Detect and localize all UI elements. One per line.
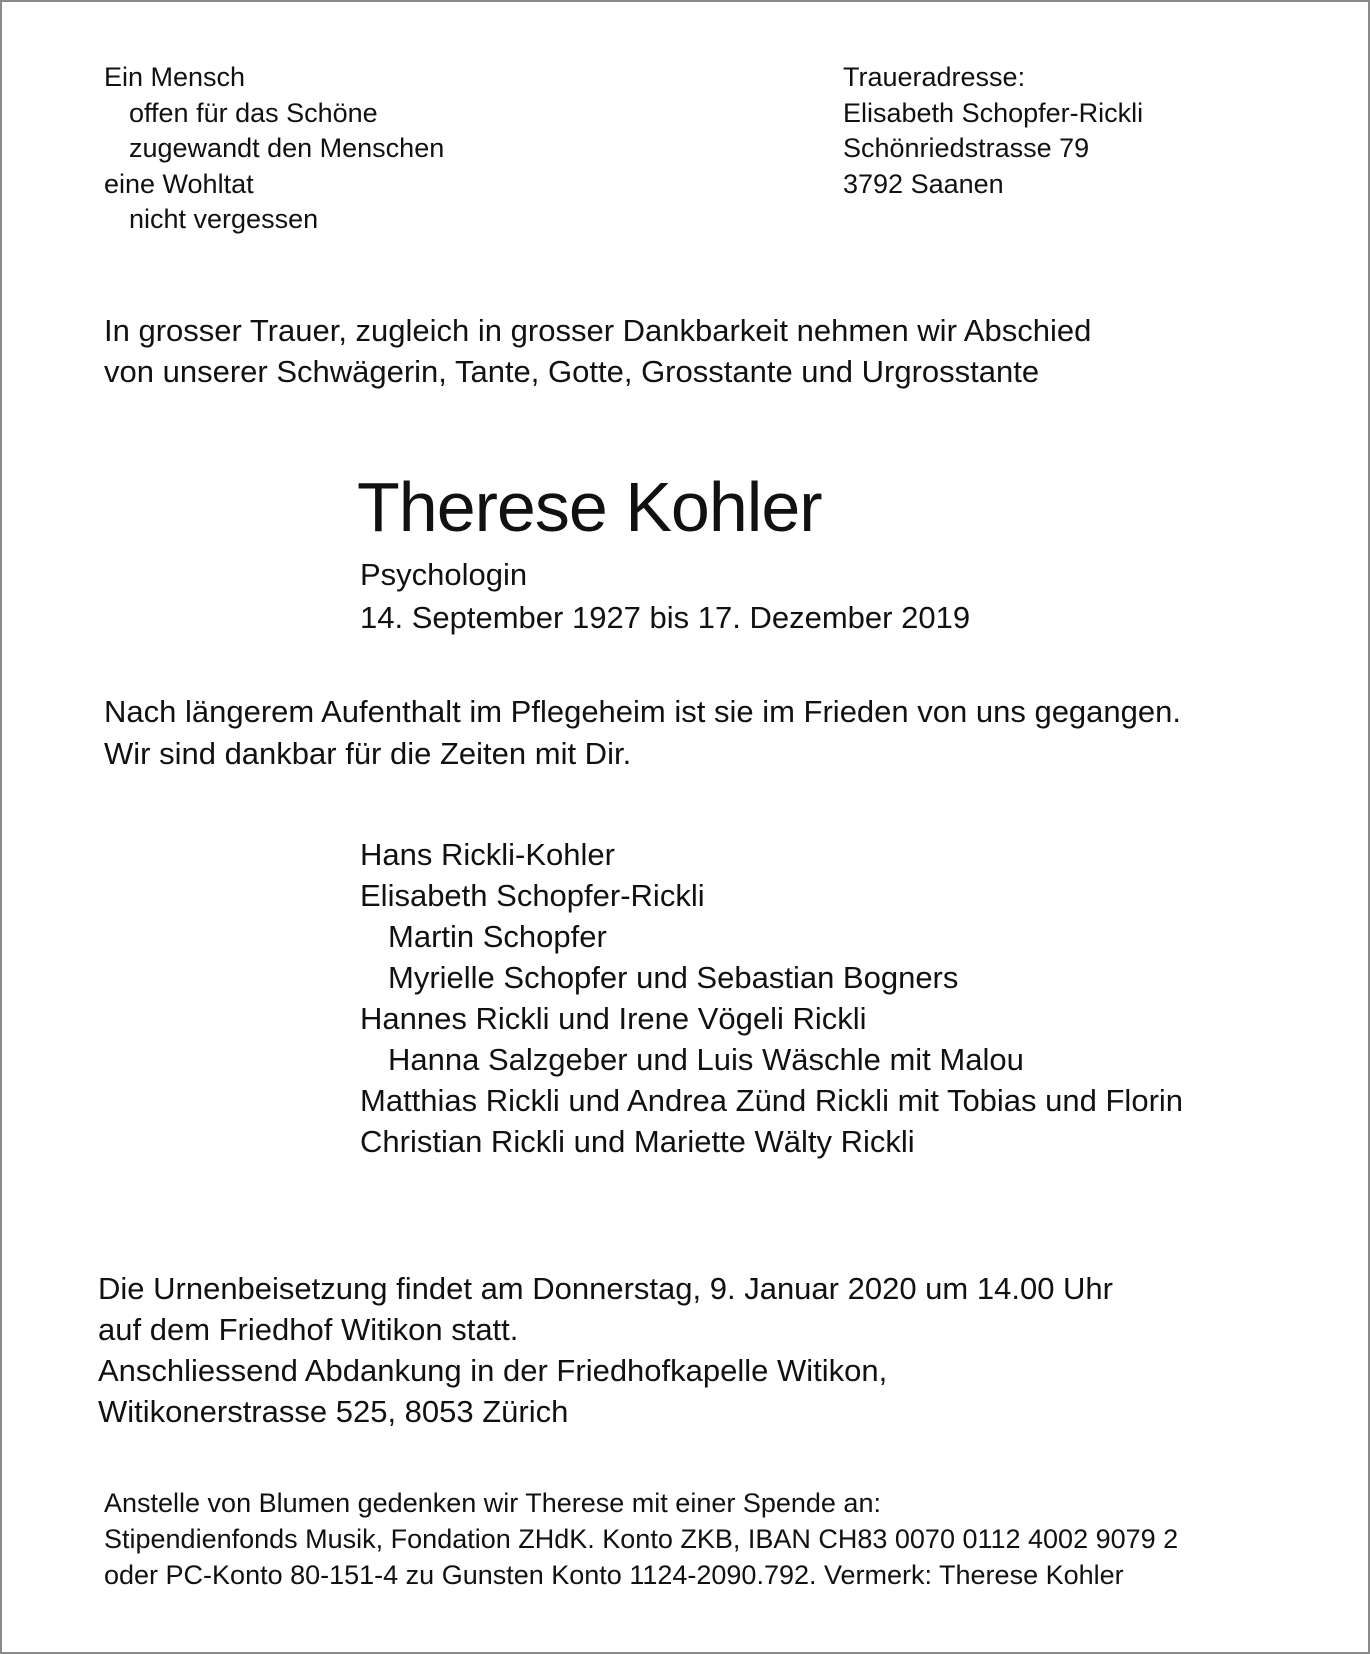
family-member: Martin Schopfer [388,919,607,954]
family-member: Matthias Rickli und Andrea Zünd Rickli mit Tobias und Florin [360,1083,1184,1118]
intro-text [104,310,1091,392]
family-member: Hans Rickli-Kohler [360,837,615,872]
mourning-address [843,60,1143,202]
family-member: Hanna Salzgeber und Luis Wäschle mit Malou [388,1042,1024,1077]
poem-line: Ein Mensch [104,62,246,92]
profession: Psychologin [360,557,528,592]
poem-line: offen für das Schöne [129,97,378,128]
donation-line: oder PC-Konto 80-151-4 zu Gunsten Konto 1124-2090.792. Vermerk: Therese Kohler [104,1560,1124,1590]
donation-info [104,1485,1178,1593]
address-line: Schönriedstrasse 79 [843,133,1090,163]
poem-line: nicht vergessen [129,204,319,234]
donation-line: Stipendienfonds Musik, Fondation ZHdK. Konto ZKB, IBAN CH83 0070 0112 4002 9079 2 [104,1524,1179,1554]
life-dates: 14. September 1927 bis 17. Dezember 2019 [360,600,971,635]
address-line: Elisabeth Schopfer-Rickli [843,97,1144,128]
address-line: 3792 Saanen [843,168,1004,199]
message-line: Wir sind dankbar für die Zeiten mit Dir. [104,736,632,771]
ceremony-line: auf dem Friedhof Witikon statt. [98,1312,519,1347]
poem-line: eine Wohltat [104,168,254,199]
family-member: Myrielle Schopfer und Sebastian Bogners [388,960,959,995]
poem [104,60,444,238]
family-member: Christian Rickli und Mariette Wälty Rickli [360,1124,915,1159]
ceremony-line: Die Urnenbeisetzung findet am Donnerstag, 9. Januar 2020 um 14.00 Uhr [98,1271,1113,1306]
donation-line: Anstelle von Blumen gedenken wir Therese mit einer Spende an: [104,1488,881,1518]
family-list [360,834,1183,1162]
intro-line: von unserer Schwägerin, Tante, Gotte, Grosstante und Urgrosstante [104,354,1040,389]
family-member: Elisabeth Schopfer-Rickli [360,878,705,913]
family-member: Hannes Rickli und Irene Vögeli Rickli [360,1001,867,1036]
deceased-details [360,553,970,639]
ceremony-info [98,1268,1113,1432]
address-line: Traueradresse: [843,62,1026,92]
ceremony-line: Anschliessend Abdankung in der Friedhofkapelle Witikon, [98,1353,888,1388]
ceremony-line: Witikonerstrasse 525, 8053 Zürich [98,1394,569,1429]
deceased-name: Therese Kohler [357,468,822,546]
message [104,691,1181,775]
poem-line: zugewandt den Menschen [129,133,445,163]
intro-line: In grosser Trauer, zugleich in grosser Dankbarkeit nehmen wir Abschied [104,313,1092,348]
message-line: Nach längerem Aufenthalt im Pflegeheim ist sie im Frieden von uns gegangen. [104,694,1181,729]
